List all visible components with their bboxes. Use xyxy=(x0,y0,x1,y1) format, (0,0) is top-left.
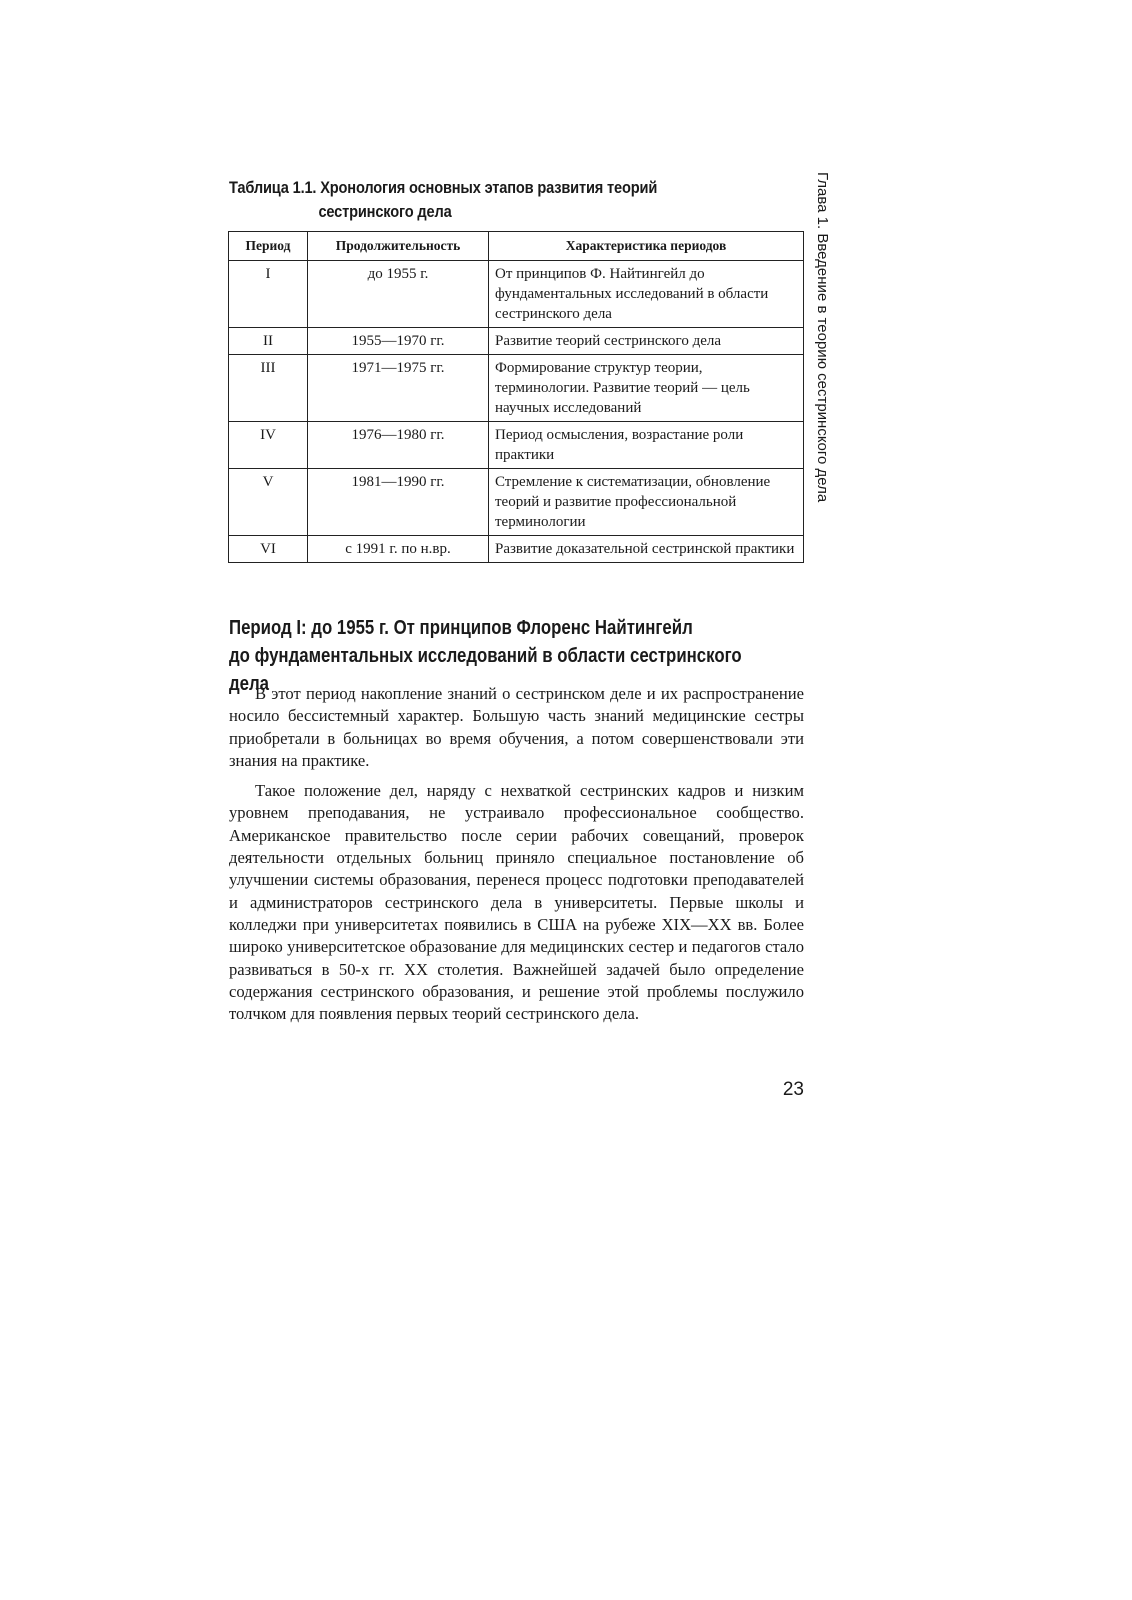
cell-period: II xyxy=(229,328,308,355)
header-duration: Продолжительность xyxy=(308,232,489,261)
table-row xyxy=(229,355,804,422)
cell-duration: 1971—1975 гг. xyxy=(308,355,489,422)
table-row xyxy=(229,328,804,355)
table-header-row xyxy=(229,232,804,261)
header-period: Период xyxy=(229,232,308,261)
body-text xyxy=(229,683,804,1033)
chapter-side-header: Глава 1. Введение в теорию сестринского дела xyxy=(814,172,831,503)
cell-period: VI xyxy=(229,536,308,563)
cell-period: III xyxy=(229,355,308,422)
header-description: Характеристика периодов xyxy=(489,232,804,261)
cell-duration: 1981—1990 гг. xyxy=(308,469,489,536)
cell-period: IV xyxy=(229,422,308,469)
cell-duration: до 1955 г. xyxy=(308,261,489,328)
cell-duration: с 1991 г. по н.вр. xyxy=(308,536,489,563)
table-caption-line2: сестринского дела xyxy=(318,202,452,221)
cell-period: I xyxy=(229,261,308,328)
cell-description: Период осмысления, возрастание роли практики xyxy=(489,422,804,469)
chronology-table xyxy=(228,231,804,563)
section-heading-line1: Период I: до 1955 г. От принципов Флоренс Найтингейл xyxy=(229,617,693,639)
table-row xyxy=(229,261,804,328)
paragraph: В этот период накопление знаний о сестринском деле и их распространение носило бессистемный характер. Большую часть знаний медицинские сестры приобретали в больницах во время обучения, а потом совершенствовали эти знания на практике. xyxy=(229,684,804,770)
cell-duration: 1955—1970 гг. xyxy=(308,328,489,355)
cell-period: V xyxy=(229,469,308,536)
cell-description: Развитие доказательной сестринской практики xyxy=(489,536,804,563)
cell-duration: 1976—1980 гг. xyxy=(308,422,489,469)
cell-description: Развитие теорий сестринского дела xyxy=(489,328,804,355)
cell-description: От принципов Ф. Найтингейл до фундаментальных исследований в области сестринского дела xyxy=(489,261,804,328)
table-row xyxy=(229,469,804,536)
table-row xyxy=(229,422,804,469)
table-caption-line1: Таблица 1.1. Хронология основных этапов развития теорий xyxy=(229,178,658,197)
page-number: 23 xyxy=(782,1079,804,1100)
cell-description: Формирование структур теории, терминологии. Развитие теорий — цель научных исследований xyxy=(489,355,804,422)
paragraph: Такое положение дел, наряду с нехваткой сестринских кадров и низким уровнем преподавания, не устраивало профессиональное сообщество. Американское правительство после серии рабочих совещаний, проверок деятельности отдельных больниц приняло специальное постановление об улучшении системы образования, перенеся процесс подготовки преподавателей и администраторов сестринского дела в университеты. Первые школы и колледжи при университетах появились в США на рубеже XIX—XX вв. Более широко университетское образование для медицинских сестер и педагогов стало развиваться в 50-х гг. XX столетия. Важнейшей задачей было определение содержания сестринского образования, и решение этой проблемы послужило толчком для появления первых теорий сестринского дела. xyxy=(229,781,804,1024)
table-caption xyxy=(229,176,711,224)
section-heading-line2: до фундаментальных исследований в области сестринского дела xyxy=(229,645,742,695)
cell-description: Стремление к систематизации, обновление теорий и развитие профессиональной терминологии xyxy=(489,469,804,536)
table-row xyxy=(229,536,804,563)
